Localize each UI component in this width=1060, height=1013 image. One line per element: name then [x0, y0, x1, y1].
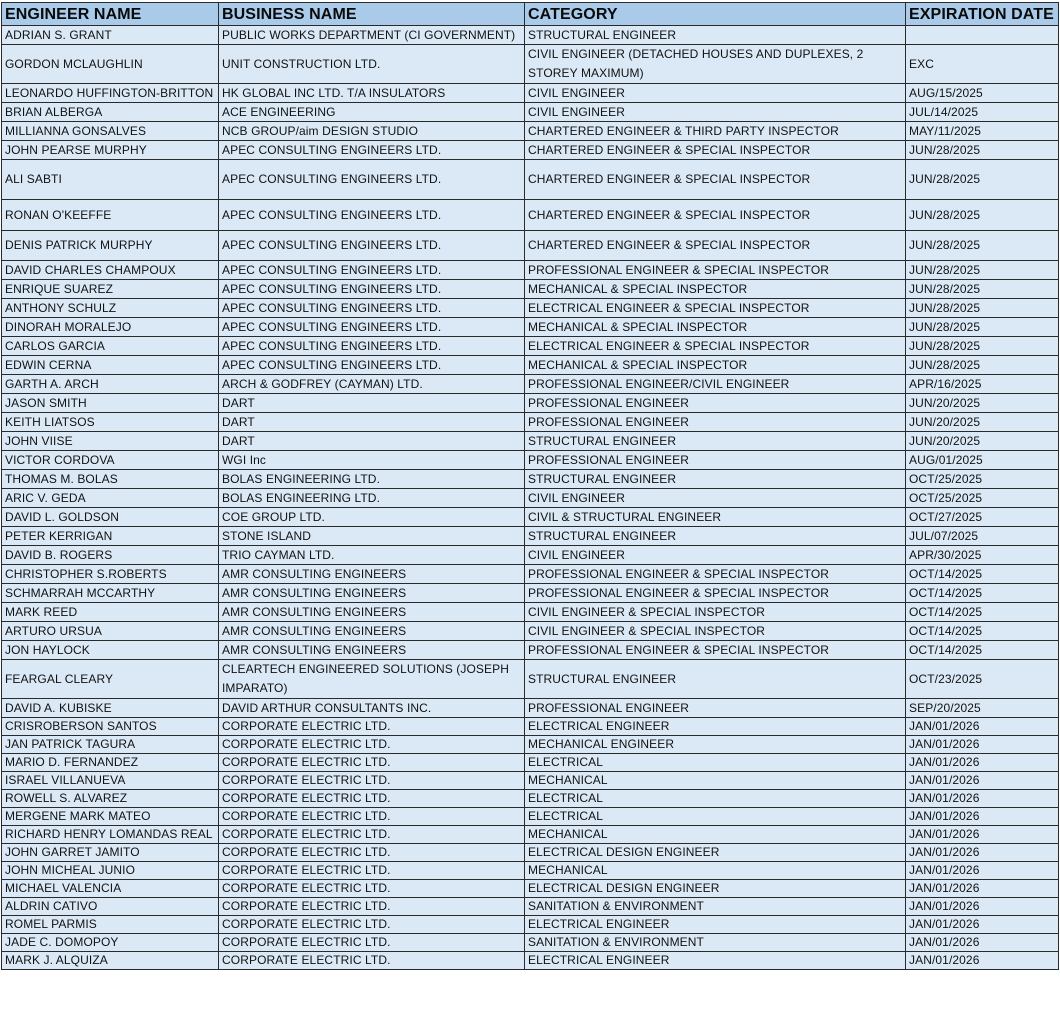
- category-cell: MECHANICAL: [525, 826, 906, 844]
- business-name-cell: CORPORATE ELECTRIC LTD.: [219, 826, 525, 844]
- table-row: [2, 622, 1059, 641]
- business-name-cell: CORPORATE ELECTRIC LTD.: [219, 880, 525, 898]
- expiration-date-cell: JUL/14/2025: [906, 103, 1059, 122]
- business-name-cell: AMR CONSULTING ENGINEERS: [219, 622, 525, 641]
- category-cell: CIVIL ENGINEER: [525, 84, 906, 103]
- engineer-name-cell: JAN PATRICK TAGURA: [2, 736, 219, 754]
- expiration-date-cell: JUN/28/2025: [906, 261, 1059, 280]
- expiration-date-cell: JUN/20/2025: [906, 413, 1059, 432]
- business-name-cell: CORPORATE ELECTRIC LTD.: [219, 916, 525, 934]
- table-row: [2, 546, 1059, 565]
- category-cell: MECHANICAL & SPECIAL INSPECTOR: [525, 280, 906, 299]
- business-name-cell: APEC CONSULTING ENGINEERS LTD.: [219, 356, 525, 375]
- business-name-cell: CLEARTECH ENGINEERED SOLUTIONS (JOSEPH IMPARATO): [219, 660, 525, 699]
- engineer-name-cell: MILLIANNA GONSALVES: [2, 122, 219, 141]
- expiration-date-cell: [906, 26, 1059, 45]
- table-row: [2, 844, 1059, 862]
- engineer-name-cell: MARK J. ALQUIZA: [2, 952, 219, 970]
- table-row: [2, 826, 1059, 844]
- expiration-date-cell: JUN/20/2025: [906, 394, 1059, 413]
- engineer-name-cell: ANTHONY SCHULZ: [2, 299, 219, 318]
- table-row: [2, 790, 1059, 808]
- engineer-name-cell: MARIO D. FERNANDEZ: [2, 754, 219, 772]
- expiration-date-cell: JUN/28/2025: [906, 280, 1059, 299]
- engineer-name-cell: ALDRIN CATIVO: [2, 898, 219, 916]
- table-row: [2, 451, 1059, 470]
- category-cell: CIVIL ENGINEER (DETACHED HOUSES AND DUPLEXES, 2 STOREY MAXIMUM): [525, 45, 906, 84]
- business-name-cell: CORPORATE ELECTRIC LTD.: [219, 952, 525, 970]
- expiration-date-cell: JAN/01/2026: [906, 754, 1059, 772]
- business-name-cell: COE GROUP LTD.: [219, 508, 525, 527]
- engineer-name-cell: MERGENE MARK MATEO: [2, 808, 219, 826]
- expiration-date-cell: OCT/25/2025: [906, 489, 1059, 508]
- table-row: [2, 584, 1059, 603]
- engineer-name-cell: FEARGAL CLEARY: [2, 660, 219, 699]
- expiration-date-cell: AUG/01/2025: [906, 451, 1059, 470]
- expiration-date-cell: JAN/01/2026: [906, 898, 1059, 916]
- category-cell: CIVIL ENGINEER: [525, 546, 906, 565]
- engineer-name-cell: ARIC V. GEDA: [2, 489, 219, 508]
- engineer-name-cell: JASON SMITH: [2, 394, 219, 413]
- business-name-cell: HK GLOBAL INC LTD. T/A INSULATORS: [219, 84, 525, 103]
- table-row: [2, 26, 1059, 45]
- business-name-cell: APEC CONSULTING ENGINEERS LTD.: [219, 318, 525, 337]
- expiration-date-cell: JAN/01/2026: [906, 808, 1059, 826]
- expiration-date-cell: OCT/23/2025: [906, 660, 1059, 699]
- expiration-date-cell: JAN/01/2026: [906, 772, 1059, 790]
- business-name-cell: DAVID ARTHUR CONSULTANTS INC.: [219, 699, 525, 718]
- expiration-date-cell: JUL/07/2025: [906, 527, 1059, 546]
- engineer-name-cell: JOHN MICHEAL JUNIO: [2, 862, 219, 880]
- table-row: [2, 527, 1059, 546]
- expiration-date-cell: JAN/01/2026: [906, 934, 1059, 952]
- business-name-cell: DART: [219, 413, 525, 432]
- engineer-name-cell: ADRIAN S. GRANT: [2, 26, 219, 45]
- category-cell: CIVIL ENGINEER & SPECIAL INSPECTOR: [525, 622, 906, 641]
- engineer-name-cell: DAVID L. GOLDSON: [2, 508, 219, 527]
- engineer-name-cell: KEITH LIATSOS: [2, 413, 219, 432]
- category-cell: CHARTERED ENGINEER & SPECIAL INSPECTOR: [525, 160, 906, 200]
- business-name-cell: CORPORATE ELECTRIC LTD.: [219, 790, 525, 808]
- category-cell: ELECTRICAL ENGINEER & SPECIAL INSPECTOR: [525, 337, 906, 356]
- category-cell: ELECTRICAL: [525, 808, 906, 826]
- business-name-cell: CORPORATE ELECTRIC LTD.: [219, 808, 525, 826]
- business-name-cell: UNIT CONSTRUCTION LTD.: [219, 45, 525, 84]
- category-cell: ELECTRICAL ENGINEER: [525, 718, 906, 736]
- expiration-date-cell: JUN/28/2025: [906, 299, 1059, 318]
- business-name-cell: APEC CONSULTING ENGINEERS LTD.: [219, 160, 525, 200]
- engineer-name-cell: LEONARDO HUFFINGTON-BRITTON: [2, 84, 219, 103]
- header-business-name: BUSINESS NAME: [219, 3, 525, 26]
- expiration-date-cell: JAN/01/2026: [906, 952, 1059, 970]
- business-name-cell: TRIO CAYMAN LTD.: [219, 546, 525, 565]
- engineer-name-cell: DENIS PATRICK MURPHY: [2, 231, 219, 261]
- header-row: [2, 3, 1059, 26]
- business-name-cell: APEC CONSULTING ENGINEERS LTD.: [219, 200, 525, 231]
- table-row: [2, 413, 1059, 432]
- expiration-date-cell: JAN/01/2026: [906, 736, 1059, 754]
- expiration-date-cell: JAN/01/2026: [906, 862, 1059, 880]
- table-row: [2, 103, 1059, 122]
- engineer-name-cell: GARTH A. ARCH: [2, 375, 219, 394]
- business-name-cell: CORPORATE ELECTRIC LTD.: [219, 898, 525, 916]
- expiration-date-cell: OCT/27/2025: [906, 508, 1059, 527]
- category-cell: MECHANICAL: [525, 862, 906, 880]
- category-cell: ELECTRICAL ENGINEER: [525, 916, 906, 934]
- engineer-table: [1, 2, 1059, 970]
- business-name-cell: APEC CONSULTING ENGINEERS LTD.: [219, 141, 525, 160]
- business-name-cell: AMR CONSULTING ENGINEERS: [219, 603, 525, 622]
- business-name-cell: ACE ENGINEERING: [219, 103, 525, 122]
- business-name-cell: BOLAS ENGINEERING LTD.: [219, 489, 525, 508]
- engineer-name-cell: MARK REED: [2, 603, 219, 622]
- table-row: [2, 880, 1059, 898]
- category-cell: PROFESSIONAL ENGINEER: [525, 699, 906, 718]
- engineer-name-cell: ENRIQUE SUAREZ: [2, 280, 219, 299]
- engineer-name-cell: ALI SABTI: [2, 160, 219, 200]
- engineer-name-cell: PETER KERRIGAN: [2, 527, 219, 546]
- business-name-cell: ARCH & GODFREY (CAYMAN) LTD.: [219, 375, 525, 394]
- category-cell: PROFESSIONAL ENGINEER & SPECIAL INSPECTOR: [525, 565, 906, 584]
- engineer-name-cell: JOHN PEARSE MURPHY: [2, 141, 219, 160]
- engineer-name-cell: DINORAH MORALEJO: [2, 318, 219, 337]
- category-cell: MECHANICAL: [525, 772, 906, 790]
- category-cell: STRUCTURAL ENGINEER: [525, 660, 906, 699]
- table-row: [2, 337, 1059, 356]
- category-cell: PROFESSIONAL ENGINEER/CIVIL ENGINEER: [525, 375, 906, 394]
- category-cell: PROFESSIONAL ENGINEER: [525, 413, 906, 432]
- category-cell: CHARTERED ENGINEER & SPECIAL INSPECTOR: [525, 141, 906, 160]
- expiration-date-cell: OCT/14/2025: [906, 622, 1059, 641]
- engineer-name-cell: ROWELL S. ALVAREZ: [2, 790, 219, 808]
- engineer-name-cell: MICHAEL VALENCIA: [2, 880, 219, 898]
- category-cell: PROFESSIONAL ENGINEER & SPECIAL INSPECTOR: [525, 584, 906, 603]
- engineer-name-cell: RICHARD HENRY LOMANDAS REAL: [2, 826, 219, 844]
- engineer-name-cell: GORDON MCLAUGHLIN: [2, 45, 219, 84]
- table-row: [2, 375, 1059, 394]
- category-cell: CIVIL & STRUCTURAL ENGINEER: [525, 508, 906, 527]
- business-name-cell: CORPORATE ELECTRIC LTD.: [219, 844, 525, 862]
- category-cell: SANITATION & ENVIRONMENT: [525, 934, 906, 952]
- expiration-date-cell: OCT/14/2025: [906, 565, 1059, 584]
- table-row: [2, 470, 1059, 489]
- engineer-name-cell: CRISROBERSON SANTOS: [2, 718, 219, 736]
- business-name-cell: DART: [219, 432, 525, 451]
- expiration-date-cell: JUN/20/2025: [906, 432, 1059, 451]
- expiration-date-cell: JUN/28/2025: [906, 356, 1059, 375]
- category-cell: PROFESSIONAL ENGINEER & SPECIAL INSPECTOR: [525, 261, 906, 280]
- expiration-date-cell: SEP/20/2025: [906, 699, 1059, 718]
- category-cell: SANITATION & ENVIRONMENT: [525, 898, 906, 916]
- table-row: [2, 641, 1059, 660]
- business-name-cell: AMR CONSULTING ENGINEERS: [219, 641, 525, 660]
- engineer-name-cell: JON HAYLOCK: [2, 641, 219, 660]
- expiration-date-cell: JUN/28/2025: [906, 337, 1059, 356]
- expiration-date-cell: JUN/28/2025: [906, 231, 1059, 261]
- expiration-date-cell: OCT/14/2025: [906, 641, 1059, 660]
- business-name-cell: CORPORATE ELECTRIC LTD.: [219, 718, 525, 736]
- engineer-name-cell: EDWIN CERNA: [2, 356, 219, 375]
- table-row: [2, 660, 1059, 699]
- table-row: [2, 565, 1059, 584]
- table-row: [2, 699, 1059, 718]
- engineer-name-cell: CARLOS GARCIA: [2, 337, 219, 356]
- table-row: [2, 736, 1059, 754]
- table-row: [2, 394, 1059, 413]
- engineer-name-cell: DAVID CHARLES CHAMPOUX: [2, 261, 219, 280]
- table-row: [2, 160, 1059, 200]
- category-cell: MECHANICAL & SPECIAL INSPECTOR: [525, 318, 906, 337]
- expiration-date-cell: OCT/14/2025: [906, 603, 1059, 622]
- table-row: [2, 508, 1059, 527]
- business-name-cell: CORPORATE ELECTRIC LTD.: [219, 754, 525, 772]
- category-cell: PROFESSIONAL ENGINEER & SPECIAL INSPECTOR: [525, 641, 906, 660]
- business-name-cell: STONE ISLAND: [219, 527, 525, 546]
- expiration-date-cell: MAY/11/2025: [906, 122, 1059, 141]
- table-row: [2, 772, 1059, 790]
- business-name-cell: NCB GROUP/aim DESIGN STUDIO: [219, 122, 525, 141]
- category-cell: ELECTRICAL ENGINEER: [525, 952, 906, 970]
- business-name-cell: APEC CONSULTING ENGINEERS LTD.: [219, 261, 525, 280]
- table-row: [2, 200, 1059, 231]
- business-name-cell: CORPORATE ELECTRIC LTD.: [219, 934, 525, 952]
- expiration-date-cell: OCT/14/2025: [906, 584, 1059, 603]
- table-row: [2, 898, 1059, 916]
- business-name-cell: APEC CONSULTING ENGINEERS LTD.: [219, 231, 525, 261]
- engineer-name-cell: DAVID B. ROGERS: [2, 546, 219, 565]
- engineer-name-cell: JOHN VIISE: [2, 432, 219, 451]
- table-row: [2, 754, 1059, 772]
- expiration-date-cell: JAN/01/2026: [906, 844, 1059, 862]
- expiration-date-cell: JUN/28/2025: [906, 141, 1059, 160]
- table-row: [2, 84, 1059, 103]
- engineer-name-cell: THOMAS M. BOLAS: [2, 470, 219, 489]
- category-cell: CHARTERED ENGINEER & THIRD PARTY INSPECTOR: [525, 122, 906, 141]
- table-row: [2, 141, 1059, 160]
- expiration-date-cell: JUN/28/2025: [906, 200, 1059, 231]
- table-row: [2, 318, 1059, 337]
- category-cell: PROFESSIONAL ENGINEER: [525, 394, 906, 413]
- category-cell: ELECTRICAL DESIGN ENGINEER: [525, 844, 906, 862]
- business-name-cell: WGI Inc: [219, 451, 525, 470]
- expiration-date-cell: JAN/01/2026: [906, 790, 1059, 808]
- category-cell: ELECTRICAL: [525, 790, 906, 808]
- engineer-name-cell: RONAN O'KEEFFE: [2, 200, 219, 231]
- header-expiration-date: EXPIRATION DATE: [906, 3, 1059, 26]
- expiration-date-cell: JUN/28/2025: [906, 160, 1059, 200]
- table-row: [2, 808, 1059, 826]
- engineer-name-cell: ARTURO URSUA: [2, 622, 219, 641]
- table-row: [2, 261, 1059, 280]
- business-name-cell: PUBLIC WORKS DEPARTMENT (CI GOVERNMENT): [219, 26, 525, 45]
- business-name-cell: DART: [219, 394, 525, 413]
- engineer-name-cell: VICTOR CORDOVA: [2, 451, 219, 470]
- category-cell: ELECTRICAL: [525, 754, 906, 772]
- table-row: [2, 356, 1059, 375]
- table-row: [2, 934, 1059, 952]
- business-name-cell: APEC CONSULTING ENGINEERS LTD.: [219, 280, 525, 299]
- category-cell: PROFESSIONAL ENGINEER: [525, 451, 906, 470]
- engineer-name-cell: BRIAN ALBERGA: [2, 103, 219, 122]
- table-row: [2, 489, 1059, 508]
- category-cell: ELECTRICAL ENGINEER & SPECIAL INSPECTOR: [525, 299, 906, 318]
- table-row: [2, 718, 1059, 736]
- table-row: [2, 603, 1059, 622]
- header-engineer-name: ENGINEER NAME: [2, 3, 219, 26]
- category-cell: STRUCTURAL ENGINEER: [525, 432, 906, 451]
- table-row: [2, 916, 1059, 934]
- expiration-date-cell: JAN/01/2026: [906, 826, 1059, 844]
- expiration-date-cell: AUG/15/2025: [906, 84, 1059, 103]
- business-name-cell: AMR CONSULTING ENGINEERS: [219, 565, 525, 584]
- expiration-date-cell: APR/30/2025: [906, 546, 1059, 565]
- category-cell: CHARTERED ENGINEER & SPECIAL INSPECTOR: [525, 231, 906, 261]
- category-cell: ELECTRICAL DESIGN ENGINEER: [525, 880, 906, 898]
- business-name-cell: CORPORATE ELECTRIC LTD.: [219, 862, 525, 880]
- expiration-date-cell: APR/16/2025: [906, 375, 1059, 394]
- category-cell: STRUCTURAL ENGINEER: [525, 470, 906, 489]
- expiration-date-cell: OCT/25/2025: [906, 470, 1059, 489]
- category-cell: MECHANICAL ENGINEER: [525, 736, 906, 754]
- table-row: [2, 231, 1059, 261]
- engineer-name-cell: SCHMARRAH MCCARTHY: [2, 584, 219, 603]
- table-row: [2, 432, 1059, 451]
- engineer-name-cell: ROMEL PARMIS: [2, 916, 219, 934]
- table-row: [2, 952, 1059, 970]
- engineer-name-cell: ISRAEL VILLANUEVA: [2, 772, 219, 790]
- category-cell: CIVIL ENGINEER: [525, 103, 906, 122]
- business-name-cell: APEC CONSULTING ENGINEERS LTD.: [219, 299, 525, 318]
- table-row: [2, 280, 1059, 299]
- category-cell: CIVIL ENGINEER: [525, 489, 906, 508]
- category-cell: STRUCTURAL ENGINEER: [525, 26, 906, 45]
- engineer-name-cell: DAVID A. KUBISKE: [2, 699, 219, 718]
- header-category: CATEGORY: [525, 3, 906, 26]
- business-name-cell: CORPORATE ELECTRIC LTD.: [219, 772, 525, 790]
- expiration-date-cell: JAN/01/2026: [906, 880, 1059, 898]
- expiration-date-cell: JAN/01/2026: [906, 916, 1059, 934]
- business-name-cell: CORPORATE ELECTRIC LTD.: [219, 736, 525, 754]
- business-name-cell: AMR CONSULTING ENGINEERS: [219, 584, 525, 603]
- table-row: [2, 862, 1059, 880]
- table-row: [2, 45, 1059, 84]
- table-row: [2, 299, 1059, 318]
- expiration-date-cell: JAN/01/2026: [906, 718, 1059, 736]
- table-body: [2, 26, 1059, 970]
- business-name-cell: BOLAS ENGINEERING LTD.: [219, 470, 525, 489]
- engineer-name-cell: JADE C. DOMOPOY: [2, 934, 219, 952]
- category-cell: MECHANICAL & SPECIAL INSPECTOR: [525, 356, 906, 375]
- expiration-date-cell: EXC: [906, 45, 1059, 84]
- category-cell: CHARTERED ENGINEER & SPECIAL INSPECTOR: [525, 200, 906, 231]
- category-cell: STRUCTURAL ENGINEER: [525, 527, 906, 546]
- business-name-cell: APEC CONSULTING ENGINEERS LTD.: [219, 337, 525, 356]
- engineer-name-cell: CHRISTOPHER S.ROBERTS: [2, 565, 219, 584]
- table-row: [2, 122, 1059, 141]
- engineer-name-cell: JOHN GARRET JAMITO: [2, 844, 219, 862]
- category-cell: CIVIL ENGINEER & SPECIAL INSPECTOR: [525, 603, 906, 622]
- expiration-date-cell: JUN/28/2025: [906, 318, 1059, 337]
